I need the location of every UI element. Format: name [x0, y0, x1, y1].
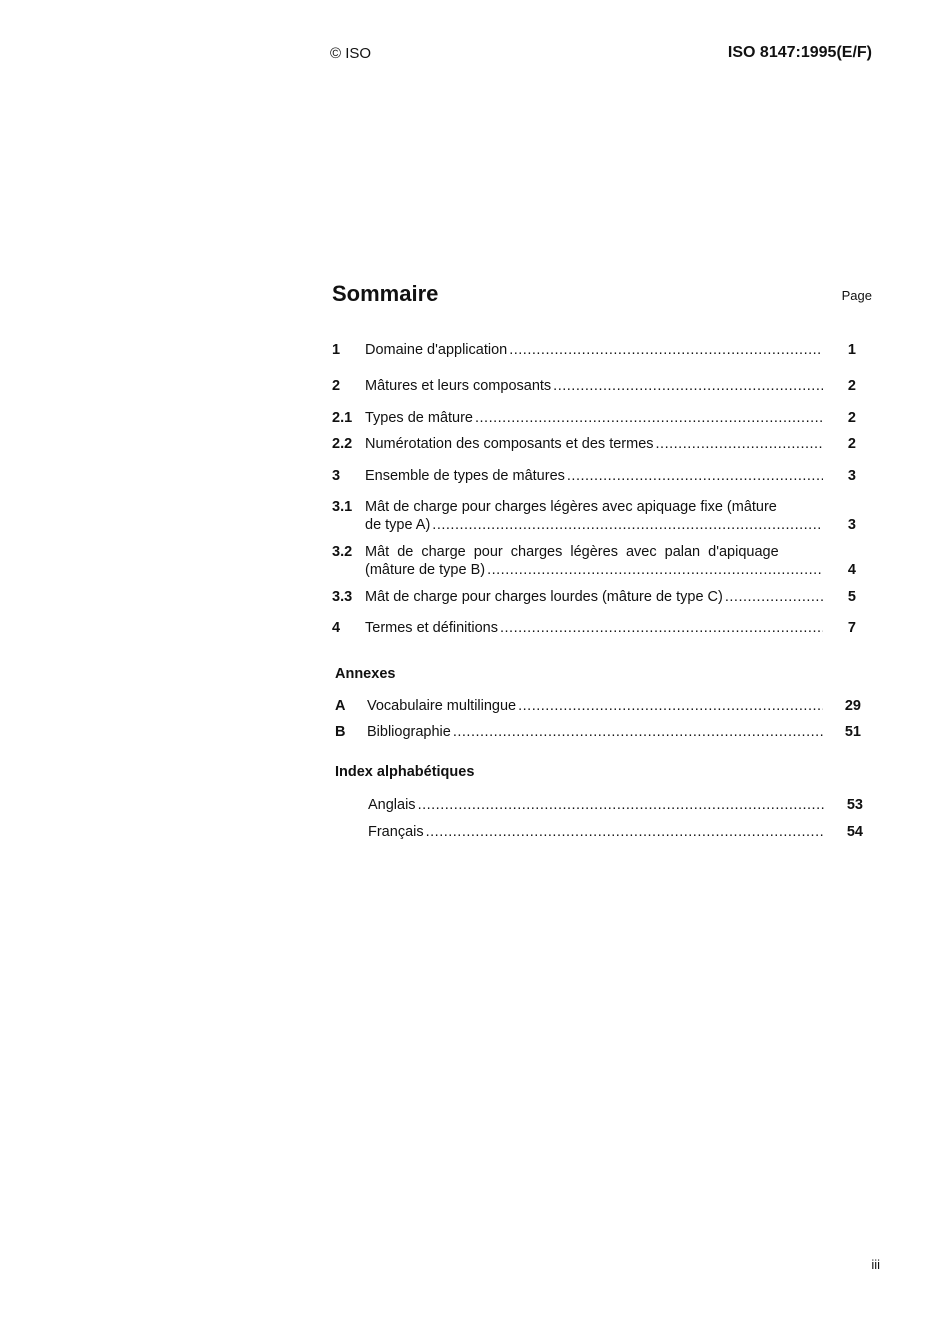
- toc-entry-label: Domaine d'application: [365, 342, 508, 358]
- document-identifier: ISO 8147:1995(E/F): [727, 44, 872, 61]
- toc-entry-number: 2: [332, 378, 341, 394]
- dot-leader: [487, 561, 823, 579]
- toc-entry-number: 3.3: [332, 589, 353, 605]
- toc-entry-label: Mât de charge pour charges lourdes (mâture de type C): [365, 589, 723, 605]
- toc-entry-number: 3: [332, 468, 341, 484]
- toc-entry-label: Ensemble de types de mâtures: [365, 468, 565, 484]
- toc-entry-page: 1: [847, 342, 856, 358]
- dot-leader: [453, 723, 823, 741]
- toc-entry-number: A: [335, 698, 346, 714]
- toc-entry-label: Numérotation des composants et des termes: [365, 436, 654, 452]
- toc-entry-page: 29: [844, 698, 861, 714]
- dot-leader: [426, 823, 825, 841]
- toc-entry-page: 54: [846, 824, 863, 840]
- toc-entry-page: 2: [847, 410, 856, 426]
- dot-leader: [725, 588, 823, 606]
- toc-entry-page: 3: [847, 468, 856, 484]
- index-heading: Index alphabétiques: [335, 764, 475, 780]
- dot-leader: [500, 619, 823, 637]
- toc-entry-page: 3: [847, 517, 856, 533]
- toc-entry-label: Vocabulaire multilingue: [367, 698, 517, 714]
- toc-entry-label-line1: Mât de charge pour charges légères avec palan d'apiquage: [365, 544, 779, 560]
- toc-entry-label: Mâtures et leurs composants: [365, 378, 552, 394]
- toc-entry-page: 2: [847, 436, 856, 452]
- toc-entry-label: Termes et définitions: [365, 620, 498, 636]
- toc-entry-page: 5: [847, 589, 856, 605]
- page-folio: iii: [871, 1257, 880, 1272]
- dot-leader: [418, 796, 825, 814]
- toc-entry-page: 53: [846, 797, 863, 813]
- toc-entry-number: 3.2: [332, 544, 353, 560]
- dot-leader: [567, 467, 823, 485]
- toc-entry-number: B: [335, 724, 346, 740]
- dot-leader: [432, 516, 823, 534]
- toc-entry-page: 7: [847, 620, 856, 636]
- annexes-heading: Annexes: [335, 666, 396, 682]
- toc-entry-number: 4: [332, 620, 341, 636]
- toc-entry-label: Anglais: [368, 797, 416, 813]
- toc-entry-label-line2: (mâture de type B): [365, 562, 486, 578]
- dot-leader: [518, 697, 823, 715]
- dot-leader: [656, 435, 823, 453]
- toc-entry-number: 2.1: [332, 410, 353, 426]
- dot-leader: [475, 409, 823, 427]
- page-title: Sommaire: [332, 281, 439, 306]
- page-column-label: Page: [841, 288, 872, 303]
- toc-entry-label-line1: Mât de charge pour charges légères avec apiquage fixe (mâture: [365, 499, 777, 515]
- toc-entry-label: Français: [368, 824, 424, 840]
- dot-leader: [553, 377, 823, 395]
- toc-entry-page: 51: [844, 724, 861, 740]
- toc-entry-label: Bibliographie: [367, 724, 451, 740]
- toc-entry-label-line2: de type A): [365, 517, 431, 533]
- copyright-notice: © ISO: [330, 45, 372, 62]
- toc-entry-label: Types de mâture: [365, 410, 473, 426]
- toc-entry-page: 2: [847, 378, 856, 394]
- toc-entry-number: 3.1: [332, 499, 353, 515]
- toc-entry-number: 1: [332, 342, 341, 358]
- dot-leader: [509, 341, 823, 359]
- toc-entry-number: 2.2: [332, 436, 353, 452]
- toc-entry-page: 4: [847, 562, 856, 578]
